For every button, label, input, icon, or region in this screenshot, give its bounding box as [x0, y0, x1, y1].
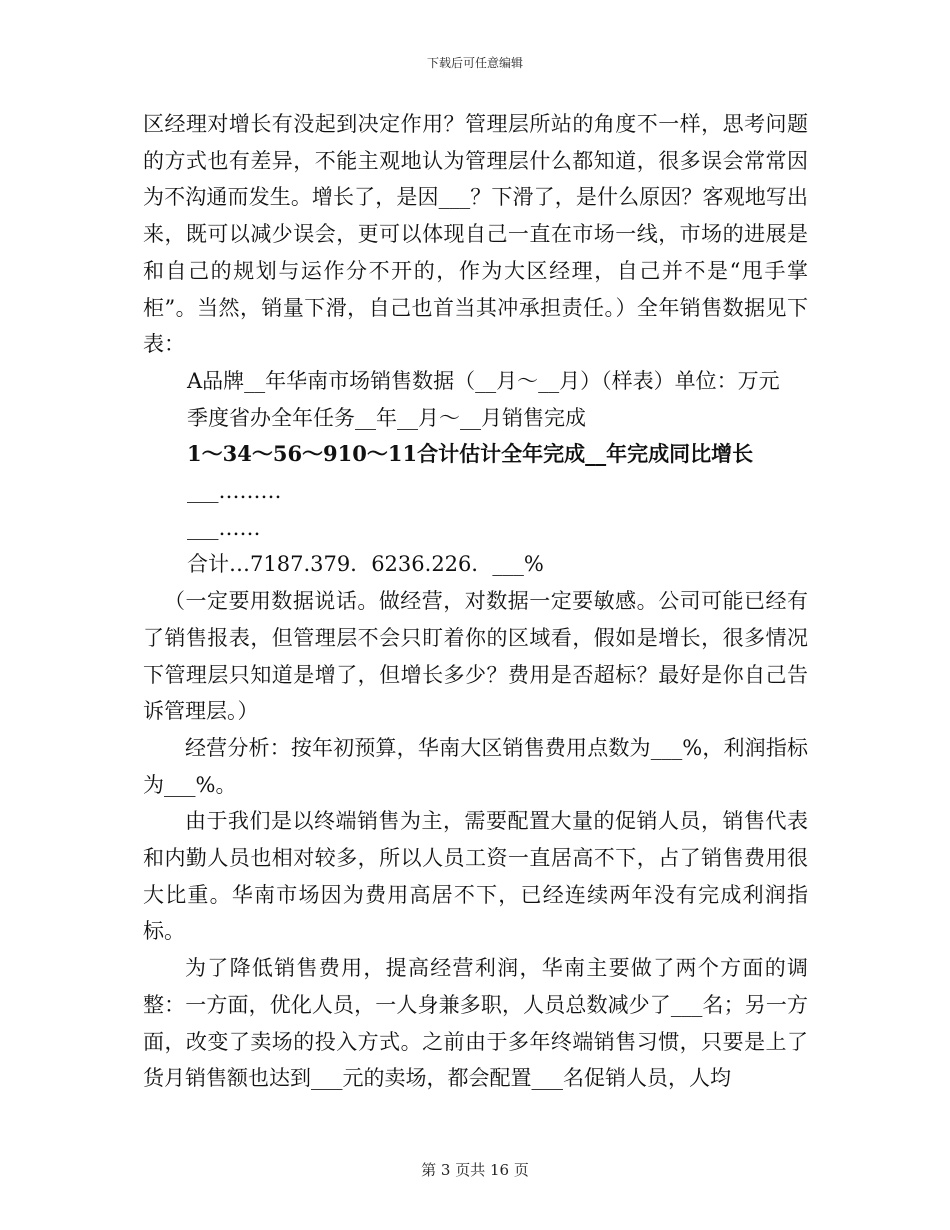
- paragraph-3: 经营分析：按年初预算，华南大区销售费用点数为___%，利润指标为___%。: [143, 735, 808, 797]
- table-total-row: 合计…7187.379．6236.226．___%: [187, 552, 544, 577]
- table-row-4: ___……: [187, 515, 261, 540]
- page-footer: 第 3 页共 16 页: [421, 1161, 529, 1179]
- document-body: [143, 106, 808, 1097]
- paragraph-2: （一定要用数据说话。做经营，对数据一定要敏感。公司可能已经有了销售报表，但管理层不会只盯着你的区域看，假如是增长，很多情况下管理层只知道是增了，但增长多少？费用是否超标？最好是你自己告诉管理层。）: [143, 589, 808, 724]
- table-title: A品牌__年华南市场销售数据（__月～__月）（样表）单位：万元: [187, 368, 780, 393]
- page-header: 下载后可任意编辑: [426, 56, 523, 70]
- paragraph-5: 为了降低销售费用，提高经营利润，华南主要做了两个方面的调整：一方面，优化人员，一人身兼多职，人员总数减少了___名；另一方面，改变了卖场的投入方式。之前由于多年终端销售习惯，只要是上了货月销售额也达到___元的卖场，都会配置___名促销人员，人均: [143, 956, 808, 1091]
- paragraph-4: 由于我们是以终端销售为主，需要配置大量的促销人员，销售代表和内勤人员也相对较多，所以人员工资一直居高不下，占了销售费用很大比重。华南市场因为费用高居不下，已经连续两年没有完成利润指标。: [143, 809, 808, 944]
- table-row-3: ___………: [187, 479, 282, 504]
- table-row-1: 季度省办全年任务__年__月～__月销售完成: [187, 405, 586, 430]
- paragraph-1: 区经理对增长有没起到决定作用？管理层所站的角度不一样，思考问题的方式也有差异，不能主观地认为管理层什么都知道，很多误会常常因为不沟通而发生。增长了，是因___？下滑了，是什么原因？客观地写出来，既可以减少误会，更可以体现自己一直在市场一线，市场的进展是和自己的规划与运作分不开的，作为大区经理，自己并不是“甩手掌柜”。当然，销量下滑，自己也首当其冲承担责任。）全年销售数据见下表：: [143, 112, 808, 357]
- table-row-2: 1～34～56～910～11合计估计全年完成__年完成同比增长: [187, 441, 754, 467]
